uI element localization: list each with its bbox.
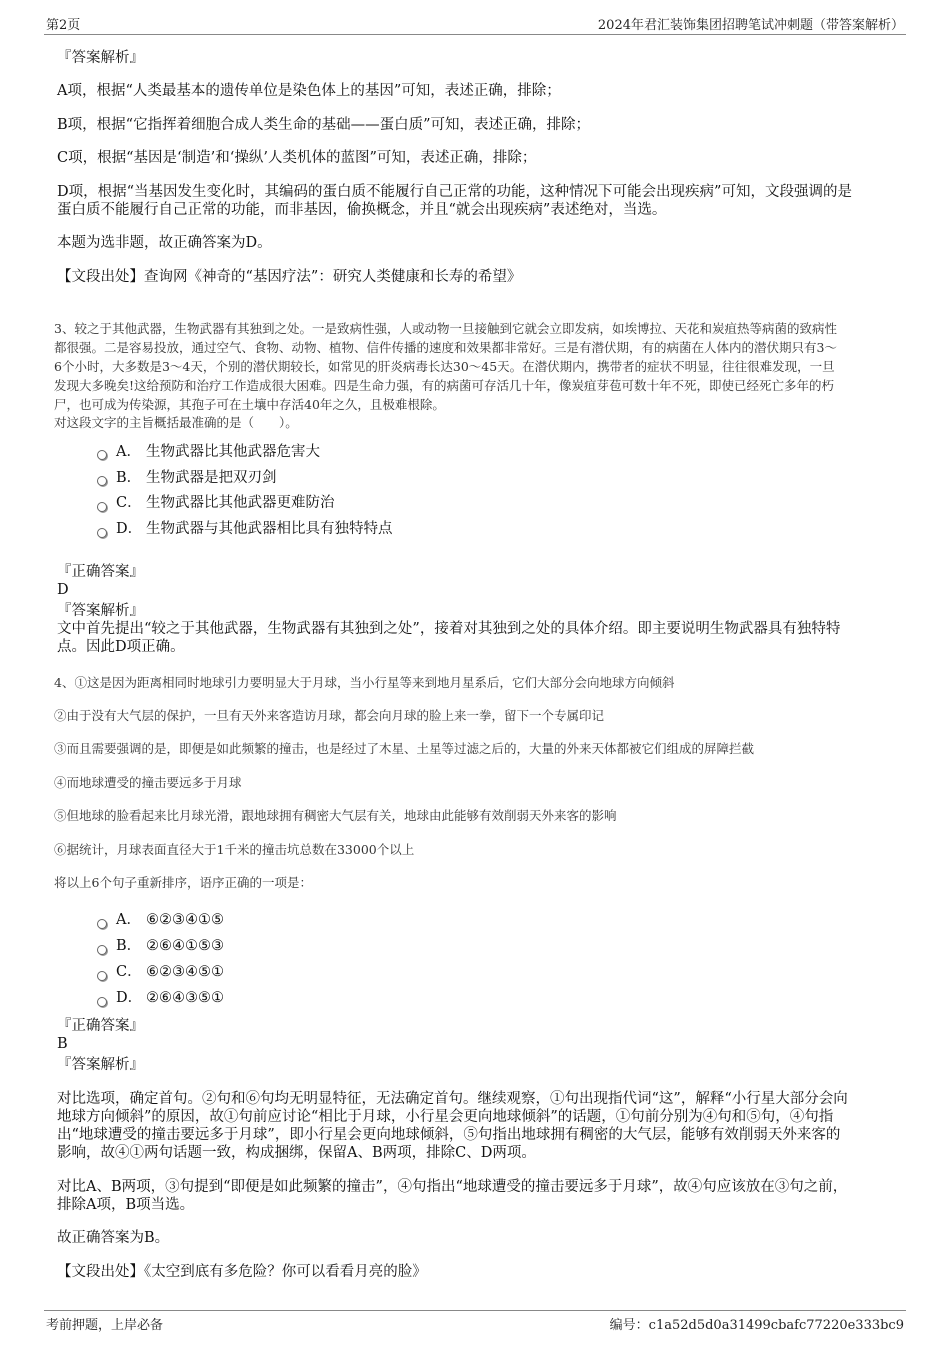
document-title: 2024年君汇装饰集团招聘笔试冲刺题（带答案解析） [597,18,904,33]
option-text: 生物武器比其他武器危害大 [146,444,320,460]
q3-option-b[interactable] [116,468,277,488]
footer-divider [44,1310,906,1311]
q3-option-d-radio[interactable] [97,528,107,538]
q4-analysis-p1-line: 对比选项，确定首句。②句和⑥句均无明显特征，无法确定首句。继续观察，①句出现指代词“这”，解释“小行星大部分会向 [57,1091,848,1107]
option-letter: C． [116,495,142,511]
q3-correct-answer: D [57,582,69,598]
q3-analysis-line1: 文中首先提出“较之于其他武器，生物武器有其独到之处”，接着对其独到之处的具体介绍。即主要说明生物武器具有独特特 [57,621,841,637]
q2-analysis-c: C项，根据“基因是‘制造’和‘操纵’人类机体的蓝图”可知，表述正确，排除； [57,150,537,166]
q4-sentence-3: ③而且需要强调的是，即便是如此频繁的撞击，也是经过了木星、土星等过滤之后的，大量的外来天体都被它们组成的屏障拦截 [54,741,755,756]
q4-analysis-p2-line: 排除A项，B项当选。 [57,1197,195,1213]
q2-analysis-d-line1: D项，根据“当基因发生变化时，其编码的蛋白质不能履行自己正常的功能，这种情况下可能会出现疾病”可知，文段强调的是 [57,184,852,200]
q3-analysis-line2: 点。因此D项正确。 [57,639,185,655]
option-letter: B． [116,470,142,486]
q2-analysis-b: B项，根据“它指挥着细胞合成人类生命的基础——蛋白质”可知，表述正确，排除； [57,117,590,133]
option-letter: D． [116,990,143,1006]
q4-question: 将以上6个句子重新排序，语序正确的一项是： [54,875,312,890]
option-letter: D． [116,521,143,537]
q4-sentence-6: ⑥据统计，月球表面直径大于1千米的撞击坑总数在33000个以上 [54,842,415,857]
q3-stem-line: 都很强。二是容易投放，通过空气、食物、动物、植物、信件传播的速度和效果都非常好。三是有潜伏期，有的病菌在人体内的潜伏期只有3～ [54,340,837,355]
q2-conclusion: 本题为选非题，故正确答案为D。 [57,235,272,251]
q3-stem-line: 发现大多晚矣!这给预防和治疗工作造成很大困难。四是生命力强，有的病菌可存活几十年，像炭疽芽苞可数十年不死，即使已经死亡多年的朽 [54,378,835,393]
q4-analysis-label: 『答案解析』 [57,1057,144,1073]
q4-option-c[interactable] [116,962,224,982]
q3-option-c-radio[interactable] [97,502,107,512]
q4-conclusion: 故正确答案为B。 [57,1230,170,1246]
q4-analysis-p1-line: 地球方向倾斜”的原因，故①句前应讨论“相比于月球，小行星会更向地球倾斜”的话题，①句前分别为④句和⑤句，④句指 [57,1109,834,1125]
option-text: 生物武器比其他武器更难防治 [146,495,335,511]
q4-option-c-radio[interactable] [97,971,107,981]
option-letter: A． [116,444,141,460]
q4-sentence-1: 4、①这是因为距离相同时地球引力要明显大于月球，当小行星等来到地月星系后，它们大部分会向地球方向倾斜 [54,675,675,690]
q3-stem-line: 尸，也可成为传染源，其孢子可在土壤中存活40年之久，且极难根除。 [54,397,445,412]
option-text: ②⑥④③⑤① [146,990,224,1006]
q2-analysis-d-line2: 蛋白质不能履行自己正常的功能，而非基因，偷换概念，并且“就会出现疾病”表述绝对，当选。 [57,202,667,218]
option-text: ②⑥④①⑤③ [146,938,224,954]
document-id: 编号：c1a52d5d0a31499cbafc77220e333bc9 [609,1318,904,1333]
header-divider [44,34,906,35]
q2-source: 【文段出处】查询网《神奇的“基因疗法”：研究人类健康和长寿的希望》 [57,269,522,285]
q4-correct-label: 『正确答案』 [57,1018,144,1034]
q4-option-b-radio[interactable] [97,945,107,955]
q4-option-a[interactable] [116,910,224,930]
q3-correct-label: 『正确答案』 [57,564,144,580]
q3-question: 对这段文字的主旨概括最准确的是（ ）。 [54,415,298,430]
page-number: 第2页 [46,18,81,33]
q4-sentence-2: ②由于没有大气层的保护，一旦有天外来客造访月球，都会向月球的脸上来一拳，留下一个专属印记 [54,708,605,723]
q2-analysis-label: 『答案解析』 [57,50,144,66]
q4-source: 【文段出处】《太空到底有多危险？你可以看看月亮的脸》 [57,1264,427,1280]
q4-sentence-5: ⑤但地球的脸看起来比月球光滑，跟地球拥有稠密大气层有关，地球由此能够有效削弱天外来客的影响 [54,808,617,823]
option-letter: C． [116,964,142,980]
q4-option-d[interactable] [116,988,224,1008]
footer-slogan: 考前押题，上岸必备 [46,1318,164,1333]
q3-option-a[interactable] [116,442,320,462]
q3-stem-line: 3、较之于其他武器，生物武器有其独到之处。一是致病性强，人或动物一旦接触到它就会立即发病，如埃博拉、天花和炭疽热等病菌的致病性 [54,321,837,336]
q4-analysis-p2-line: 对比A、B两项，③句提到“即便是如此频繁的撞击”，④句指出“地球遭受的撞击要远多于月球”，故④句应该放在③句之前， [57,1179,848,1195]
option-text: 生物武器与其他武器相比具有独特特点 [146,521,393,537]
q3-option-a-radio[interactable] [97,450,107,460]
q2-analysis-a: A项，根据“人类最基本的遗传单位是染色体上的基因”可知，表述正确，排除； [57,83,561,99]
q3-stem-line: 6个小时，大多数是3～4天，个别的潜伏期较长，如常见的肝炎病毒长达30～45天。在潜伏期内，携带者的症状不明显，往往很难发现，一旦 [54,359,835,374]
q4-analysis-p1-line: 出“地球遭受的撞击要远多于月球”，即小行星会更向地球倾斜，⑤句指出地球拥有稠密的大气层，能够有效削弱天外来客的 [57,1127,841,1143]
q3-option-c[interactable] [116,493,335,513]
option-text: ⑥②③④⑤① [146,964,224,980]
q3-option-b-radio[interactable] [97,476,107,486]
option-text: ⑥②③④①⑤ [146,912,224,928]
q4-option-b[interactable] [116,936,224,956]
q4-option-d-radio[interactable] [97,997,107,1007]
q4-correct-answer: B [57,1036,68,1052]
q3-analysis-label: 『答案解析』 [57,603,144,619]
option-letter: A． [116,912,141,928]
q3-option-d[interactable] [116,519,393,539]
q4-analysis-p1-line: 影响，故④①两句话题一致，构成捆绑，保留A、B两项，排除C、D两项。 [57,1145,536,1161]
q4-sentence-4: ④而地球遭受的撞击要远多于月球 [54,775,242,790]
option-text: 生物武器是把双刃剑 [146,470,277,486]
q4-option-a-radio[interactable] [97,919,107,929]
option-letter: B． [116,938,142,954]
